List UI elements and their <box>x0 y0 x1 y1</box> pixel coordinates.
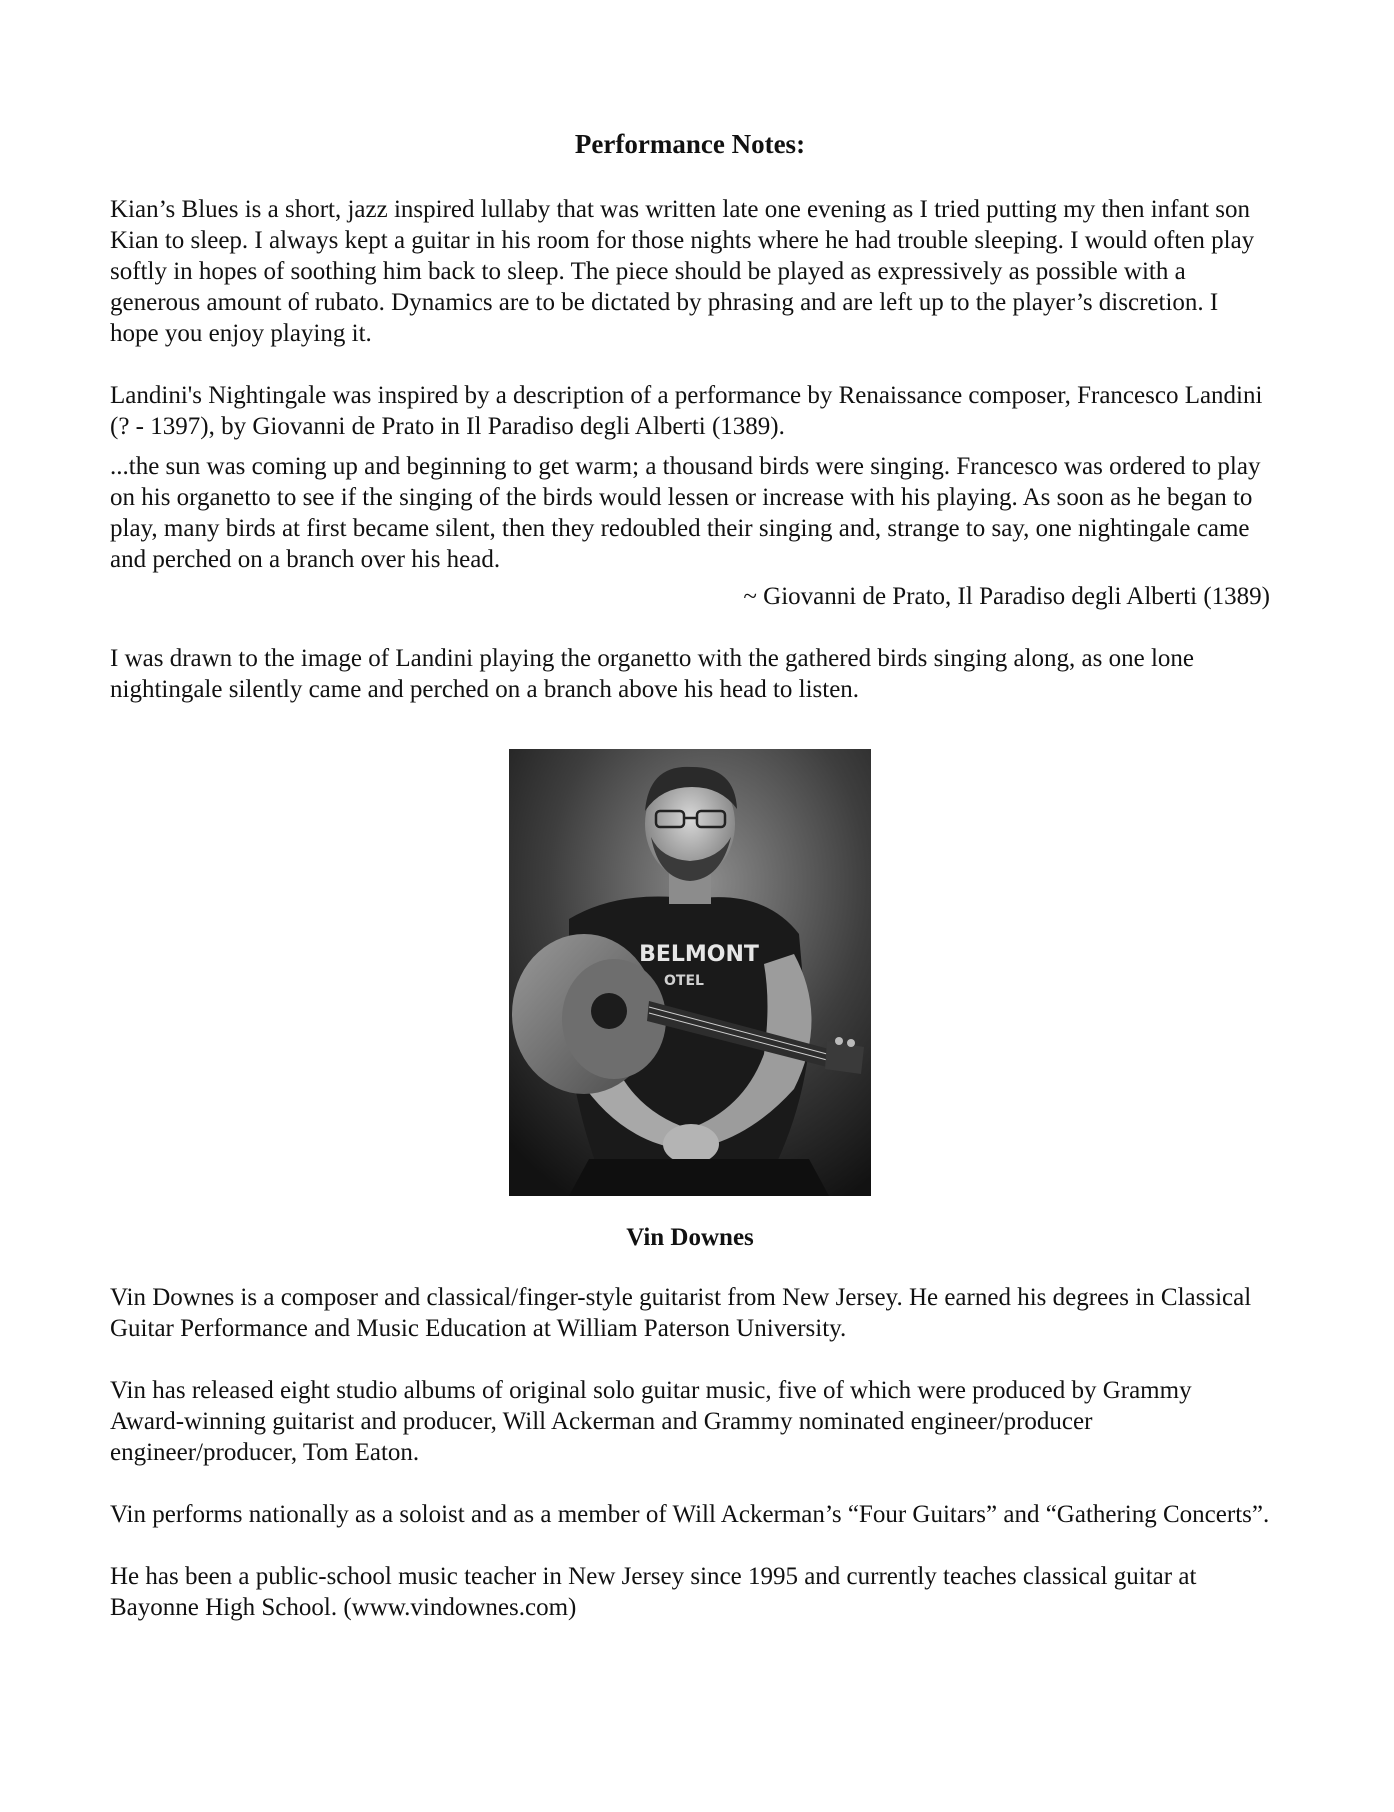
photo-caption: Vin Downes <box>626 1224 754 1251</box>
quote-attribution: ~ Giovanni de Prato, Il Paradiso degli Alberti (1389) <box>743 583 1270 610</box>
portrait-photo <box>509 749 871 1196</box>
bio-paragraph-3: Vin performs nationally as a soloist and as a member of Will Ackerman’s “Four Guitars” and “Gathering Concerts”. <box>110 1501 1270 1528</box>
shirt-text-line1: BELMONT <box>639 942 759 967</box>
drawn-to-paragraph: I was drawn to the image of Landini playing the organetto with the gathered birds singing along, as one lone nightingale silently came and perched on a branch above his head to listen. <box>110 645 1194 703</box>
document-page <box>110 125 1270 1623</box>
portrait-image <box>509 749 871 1196</box>
landini-intro-paragraph: Landini's Nightingale was inspired by a description of a performance by Renaissance composer, Francesco Landini (? - 1397), by Giovanni de Prato in Il Paradiso degli Alberti (1389). <box>110 382 1263 440</box>
bio-paragraph-1: Vin Downes is a composer and classical/finger-style guitarist from New Jersey. He earned his degrees in Classical Guitar Performance and Music Education at William Paterson University. <box>110 1284 1252 1342</box>
page-title: Performance Notes: <box>574 129 806 159</box>
bio-paragraph-2: Vin has released eight studio albums of original solo guitar music, five of which were produced by Grammy Award-winning guitarist and producer, Will Ackerman and Grammy nominated engineer/producer engineer/producer, Tom Eaton. <box>110 1377 1192 1466</box>
shirt-text-line2: OTEL <box>664 973 704 989</box>
kians-blues-paragraph: Kian’s Blues is a short, jazz inspired lullaby that was written late one evening as I tried putting my then infant son Kian to sleep. I always kept a guitar in his room for those nights where he had trouble sleeping. I would often play softly in hopes of soothing him back to sleep. The piece should be played as expressively as possible with a generous amount of rubato. Dynamics are to be dictated by phrasing and are left up to the player’s discretion. I hope you enjoy playing it. <box>110 196 1255 347</box>
bio-paragraph-4: He has been a public-school music teacher in New Jersey since 1995 and currently teaches classical guitar at Bayonne High School. (www.vindownes.com) <box>110 1563 1197 1621</box>
quote-paragraph: ...the sun was coming up and beginning to get warm; a thousand birds were singing. Francesco was ordered to play on his organetto to see if the singing of the birds would lessen or increase with his playing. As soon as he began to play, many birds at first became silent, then they redoubled their singing and, strange to say, one nightingale came and perched on a branch over his head. <box>110 453 1261 573</box>
